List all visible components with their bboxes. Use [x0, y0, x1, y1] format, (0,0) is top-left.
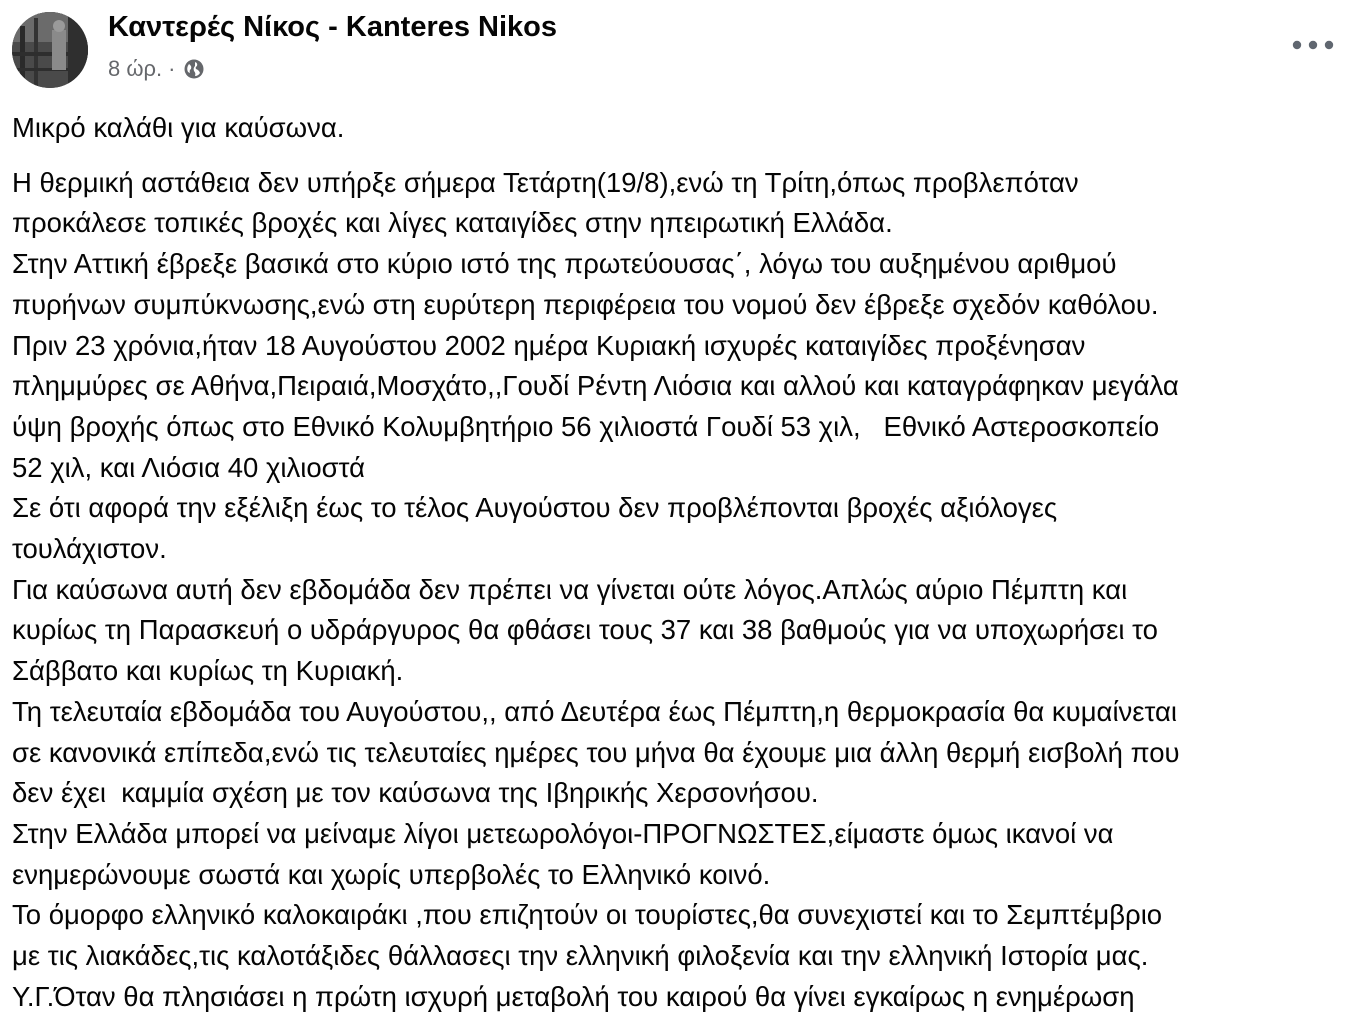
post-meta [108, 54, 205, 84]
post-text-line: Η θερμική αστάθεια δεν υπήρξε σήμερα Τετάρτη(19/8),ενώ τη Τρίτη,όπως προβλεπόταν [12, 166, 1079, 198]
post-headline: Μικρό καλάθι για καύσωνα. [12, 112, 345, 143]
post-text-line: ύψη βροχής όπως στο Εθνικό Κολυμβητήριο 56 χιλιοστά Γουδί 53 χιλ, Εθνικό Αστεροσκοπείο [12, 410, 1160, 442]
post-text-line: Στην Ελλάδα μπορεί να μείναμε λίγοι μετεωρολόγοι-ΠΡΟΓΝΩΣΤΕΣ,είμαστε όμως ικανοί να [12, 817, 1114, 849]
post-text-line: Για καύσωνα αυτή δεν εβδομάδα δεν πρέπει να γίνεται ούτε λόγος.Απλώς αύριο Πέμπτη και [12, 573, 1128, 605]
post-header [0, 0, 1360, 100]
post-text-line: Υ.Γ.Όταν θα πλησιάσει η πρώτη ισχυρή μεταβολή του καιρού θα γίνει εγκαίρως η ενημέρωση [12, 980, 1135, 1012]
post-text-line: Στην Αττική έβρεξε βασικά στο κύριο ιστό της πρωτεύουσας΄, λόγω του αυξημένου αριθμού [12, 248, 1117, 280]
author-name[interactable]: Καντερές Νίκος - Kanteres Nikos [108, 11, 558, 43]
post-text-line: 52 χιλ, και Λιόσια 40 χιλιοστά [12, 451, 366, 483]
profile-photo [12, 12, 88, 88]
more-horizontal-icon [1292, 40, 1334, 50]
post-text-line: Σε ότι αφορά την εξέλιξη έως το τέλος Αυγούστου δεν προβλέπονται βροχές αξιόλογες [12, 492, 1058, 524]
post-text-line: σε κανονικά επίπεδα,ενώ τις τελευταίες ημέρες του μήνα θα έχουμε μια άλλη θερμή εισβολή που [12, 736, 1180, 768]
post-text-line: Το όμορφο ελληνικό καλοκαιράκι ,που επιζητούν οι τουρίστες,θα συνεχιστεί και το Σεμπτέμβριο [12, 899, 1163, 931]
post-text-line: πλημμύρες σε Αθήνα,Πειραιά,Μοσχάτο,,Γουδί Ρέντη Λιόσια και αλλού και καταγράφηκαν μεγάλα [12, 370, 1179, 402]
post-text-line: Πριν 23 χρόνια,ήταν 18 Αυγούστου 2002 ημέρα Κυριακή ισχυρές καταιγίδες προξένησαν [12, 329, 1086, 361]
meta-separator: · [168, 56, 176, 81]
post-text-line: Τη τελευταία εβδομάδα του Αυγούστου,, από Δευτέρα έως Πέμπτη,η θερμοκρασία θα κυμαίνεται [12, 695, 1178, 727]
post-body [12, 108, 1352, 1017]
post-text-line: δεν έχει καμμία σχέση με τον καύσωνα της Ιβηρικής Χερσονήσου. [12, 777, 819, 809]
post-text-line: με τις λιακάδες,τις καλοτάξιδες θάλλασεςι την ελληνική φιλοξενία και την ελληνική Ιστορία μας. [12, 940, 1149, 972]
post-text-line: τουλάχιστον. [12, 533, 167, 565]
post-text [12, 163, 1352, 1017]
post-text-line: κυρίως τη Παρασκευή ο υδράργυρος θα φθάσει τους 37 και 38 βαθμούς για να υποχωρήσει το [12, 614, 1158, 646]
post-text-line: πυρήνων συμπύκνωσης,ενώ στη ευρύτερη περιφέρεια του νομού δεν έβρεξε σχεδόν καθόλου. [12, 288, 1159, 320]
post-text-line: ενημερώνουμε σωστά και χωρίς υπερβολές το Ελληνικό κοινό. [12, 858, 771, 890]
post-text-line: Σάββατο και κυρίως τη Κυριακή. [12, 655, 404, 687]
more-options-button[interactable] [1280, 20, 1346, 70]
globe-icon[interactable] [183, 58, 205, 80]
avatar[interactable] [12, 12, 88, 88]
post-text-line: προκάλεσε τοπικές βροχές και λίγες καταιγίδες στην ηπειρωτική Ελλάδα. [12, 207, 893, 239]
post-timestamp[interactable]: 8 ώρ. [108, 56, 163, 81]
